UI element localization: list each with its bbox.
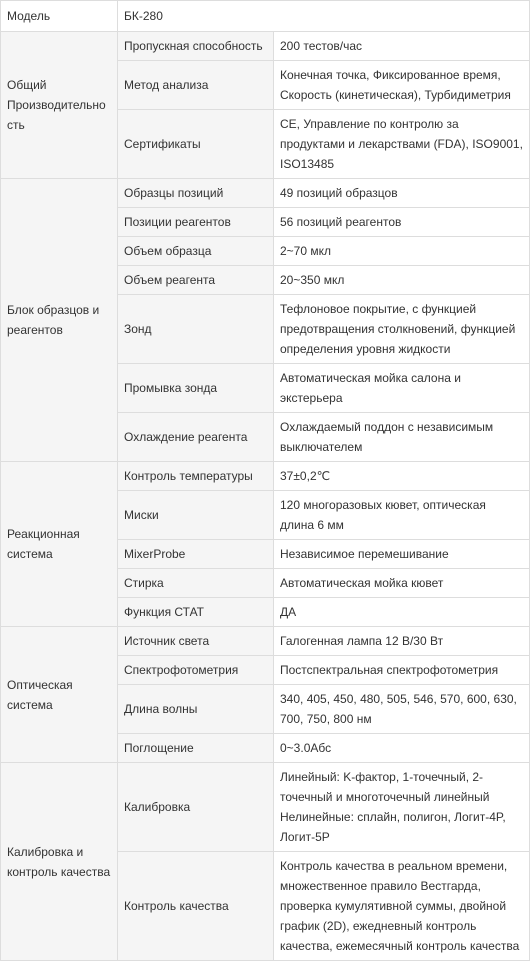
row-label: Контроль качества: [118, 852, 274, 961]
model-value: БК-280: [118, 1, 530, 32]
row-value: 200 тестов/час: [274, 32, 530, 61]
row-label: Контроль температуры: [118, 462, 274, 491]
row-label: Источник света: [118, 627, 274, 656]
row-label: Длина волны: [118, 685, 274, 734]
group-name: Оптическая система: [1, 627, 118, 763]
row-label: Метод анализа: [118, 61, 274, 110]
row-value: [274, 763, 530, 852]
row-label: Стирка: [118, 569, 274, 598]
table-row: [1, 763, 530, 852]
row-label: Промывка зонда: [118, 364, 274, 413]
row-label: Калибровка: [118, 763, 274, 852]
row-value: 56 позиций реагентов: [274, 208, 530, 237]
row-label: Функция СТАТ: [118, 598, 274, 627]
row-label: Охлаждение реагента: [118, 413, 274, 462]
row-value: 2~70 мкл: [274, 237, 530, 266]
group-name: Реакционная система: [1, 462, 118, 627]
row-value: Контроль качества в реальном времени, множественное правило Вестгарда, проверка кумулятивной суммы, двойной график (2D), ежедневный контроль качества, ежемесячный контроль качества: [274, 852, 530, 961]
row-value-line: Нелинейные: сплайн, полигон, Логит-4P, Логит-5P: [280, 810, 506, 844]
table-row: [1, 627, 530, 656]
row-value: 0~3.0Абс: [274, 734, 530, 763]
row-value: 120 многоразовых кювет, оптическая длина 6 мм: [274, 491, 530, 540]
row-label: Объем реагента: [118, 266, 274, 295]
row-label: Спектрофотометрия: [118, 656, 274, 685]
row-value: Конечная точка, Фиксированное время, Скорость (кинетическая), Турбидиметрия: [274, 61, 530, 110]
row-label: Образцы позиций: [118, 179, 274, 208]
row-label: Пропускная способность: [118, 32, 274, 61]
row-value: 49 позиций образцов: [274, 179, 530, 208]
row-value: 340, 405, 450, 480, 505, 546, 570, 600, 630, 700, 750, 800 нм: [274, 685, 530, 734]
row-value: 20~350 мкл: [274, 266, 530, 295]
group-name: Общий Производительность: [1, 32, 118, 179]
row-label: Миски: [118, 491, 274, 540]
row-value: 37±0,2℃: [274, 462, 530, 491]
row-label: MixerProbe: [118, 540, 274, 569]
row-value: Автоматическая мойка салона и экстерьера: [274, 364, 530, 413]
row-value: Постспектральная спектрофотометрия: [274, 656, 530, 685]
row-label: Зонд: [118, 295, 274, 364]
row-value: CE, Управление по контролю за продуктами и лекарствами (FDA), ISO9001, ISO13485: [274, 110, 530, 179]
row-value: ДА: [274, 598, 530, 627]
group-name: Блок образцов и реагентов: [1, 179, 118, 462]
table-row: [1, 32, 530, 61]
row-label: Сертификаты: [118, 110, 274, 179]
table-row: [1, 179, 530, 208]
row-value: Тефлоновое покрытие, с функцией предотвращения столкновений, функцией определения уровня жидкости: [274, 295, 530, 364]
row-value-line: Линейный: K-фактор, 1-точечный, 2-точечный и многоточечный линейный: [280, 770, 490, 804]
row-value: Галогенная лампа 12 В/30 Вт: [274, 627, 530, 656]
table-row-model: [1, 1, 530, 32]
row-label: Поглощение: [118, 734, 274, 763]
row-value: Охлаждаемый поддон с независимым выключателем: [274, 413, 530, 462]
model-label: Модель: [1, 1, 118, 32]
row-value: Автоматическая мойка кювет: [274, 569, 530, 598]
row-label: Объем образца: [118, 237, 274, 266]
row-value: Независимое перемешивание: [274, 540, 530, 569]
row-label: Позиции реагентов: [118, 208, 274, 237]
group-name: Калибровка и контроль качества: [1, 763, 118, 961]
table-row: [1, 462, 530, 491]
